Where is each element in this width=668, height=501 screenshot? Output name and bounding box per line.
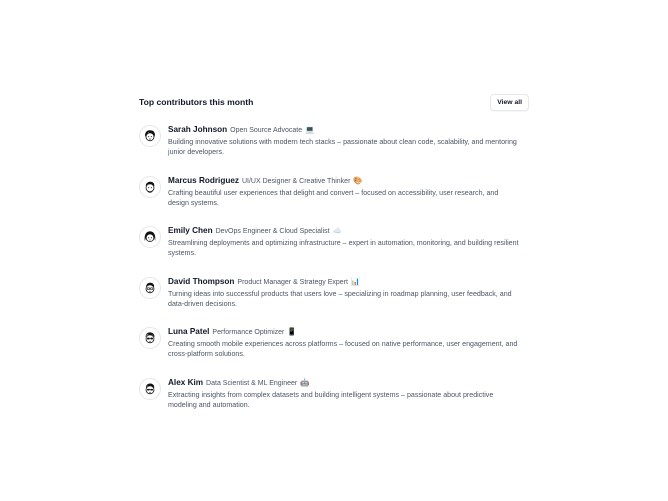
contributor-description: Building innovative solutions with modern tech stacks – passionate about clean code, scalability, and mentoring junior developers.	[168, 138, 517, 157]
contributor-description: Extracting insights from complex datasets and building intelligent systems – passionate about predictive modeling and automation.	[168, 390, 494, 409]
contributor-role: DevOps Engineer & Cloud Specialist	[215, 228, 330, 235]
contributor-item[interactable]	[139, 175, 529, 226]
avatar-woman-icon	[139, 226, 161, 248]
contributor-name[interactable]: Luna Patel	[168, 327, 210, 336]
contributor-name[interactable]: Alex Kim	[168, 377, 204, 387]
section-title: Top contributors this month	[139, 97, 254, 107]
contributor-role: Performance Optimizer	[212, 329, 285, 336]
contributor-item[interactable]	[139, 276, 529, 327]
contributors-list	[139, 124, 529, 427]
avatar-woman-icon	[139, 125, 161, 147]
contributor-item[interactable]	[139, 225, 529, 276]
avatar-man-sunglasses-icon	[139, 378, 161, 400]
cloud-emoji-icon: ☁️	[332, 226, 342, 235]
contributor-description: Turning ideas into successful products that users love – specializing in roadmap planning, user feedback, and data-driven decisions.	[168, 289, 512, 308]
chart-emoji-icon: 📊	[350, 276, 361, 286]
contributor-role: Open Source Advocate	[230, 127, 303, 134]
robot-emoji-icon: 🤖	[300, 377, 310, 387]
contributor-name[interactable]: David Thompson	[168, 276, 235, 286]
contributor-name[interactable]: Sarah Johnson	[168, 125, 228, 134]
contributor-role: Product Manager & Strategy Expert	[237, 278, 348, 286]
contributor-description: Crafting beautiful user experiences that delight and convert – focused on accessibility, user research, and design systems.	[168, 188, 499, 207]
laptop-emoji-icon: 💻	[305, 125, 315, 134]
contributor-name[interactable]: Emily Chen	[168, 226, 213, 235]
palette-emoji-icon: 🎨	[353, 175, 363, 185]
contributor-name[interactable]: Marcus Rodriguez	[168, 175, 239, 185]
mobile-phone-emoji-icon: 📱	[287, 327, 297, 336]
contributor-item[interactable]	[139, 326, 529, 377]
contributor-item[interactable]	[139, 377, 529, 428]
contributor-item[interactable]	[139, 124, 529, 175]
top-contributors-card	[139, 92, 529, 427]
contributor-description: Streamlining deployments and optimizing infrastructure – expert in automation, monitoring, and building resilient systems.	[168, 239, 519, 258]
avatar-man-glasses-icon	[139, 277, 161, 299]
contributor-description: Creating smooth mobile experiences across platforms – focused on native performance, user engagement, and cross-platform solutions.	[168, 340, 518, 359]
contributor-role: Data Scientist & ML Engineer	[206, 379, 298, 387]
avatar-woman-sunglasses-icon	[139, 327, 161, 349]
view-all-button[interactable]: View all	[490, 94, 529, 111]
contributor-role: UI/UX Designer & Creative Thinker	[241, 177, 351, 185]
avatar-man-icon	[139, 176, 161, 198]
card-header	[139, 92, 529, 112]
